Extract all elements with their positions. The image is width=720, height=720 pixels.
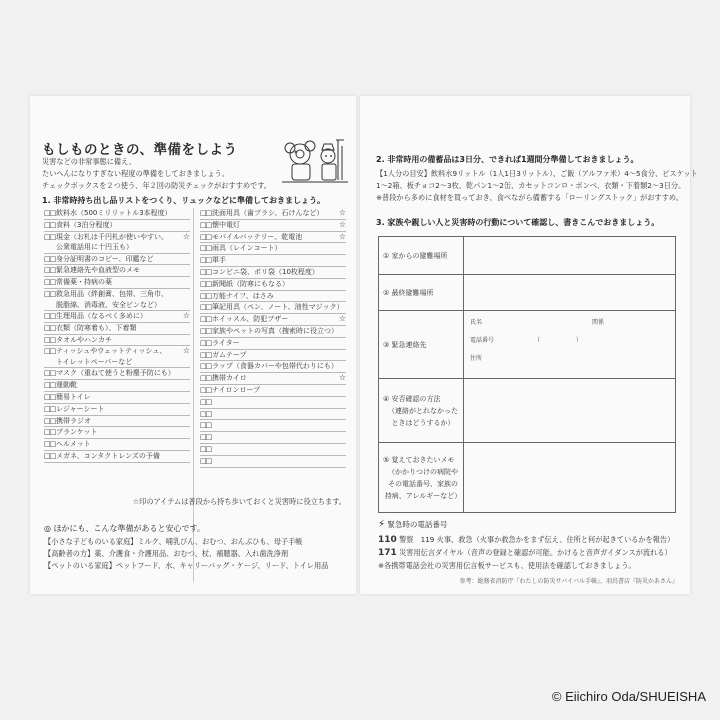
paren-open: （ (534, 337, 541, 344)
checkbox-pair[interactable]: □□ (200, 303, 212, 312)
checklist-item-label: 携帯カイロ (212, 374, 247, 383)
checklist-item-label: 携帯ラジオ (56, 416, 91, 425)
checklist-row (200, 361, 346, 373)
other-prep-line-3: 【ペットのいる家庭】ペットフード、水、キャリーバッグ・ケージ、リード、トイレ用品 (44, 561, 329, 570)
checklist-row (44, 404, 190, 416)
checklist-item-label: レジャーシート (56, 404, 105, 413)
checkbox-pair[interactable]: □□ (44, 404, 56, 413)
checklist-row (44, 380, 190, 392)
other-prep-line-2: 【高齢者の方】薬、介護食・介護用品、おむつ、杖、補聴器、入れ歯洗浄剤 (44, 549, 289, 558)
checklist-item-label: 緊急連絡先や血液型のメモ (56, 266, 140, 275)
checkbox-pair[interactable]: □□ (200, 256, 212, 265)
checkbox-pair[interactable]: □□ (44, 392, 56, 401)
star-note: ☆印のアイテムは普段から持ち歩いておくと災害時に役立ちます。 (132, 497, 346, 506)
checklist-row (200, 208, 346, 220)
intro-line-1: 災害などの非常事態に備え、 (42, 157, 136, 166)
checklist-item-label: タオルやハンカチ (56, 335, 112, 344)
checklist-row (44, 451, 190, 463)
checkbox-pair[interactable]: □□ (200, 421, 212, 430)
row-label: ⑤ 覚えておきたいメモ （かかりつけの病院や その電話番号、家族の 持病、アレルギーなど） (379, 443, 464, 513)
checkbox-pair[interactable]: □□ (44, 254, 56, 263)
table-row (379, 237, 676, 275)
checklist-item-label: 雨具（レインコート） (212, 244, 282, 253)
checkbox-pair[interactable]: □□ (44, 428, 56, 437)
phone-label: 電話番号 (470, 337, 495, 344)
star-icon: ☆ (182, 231, 190, 241)
checklist-item-label: 軍手 (212, 256, 226, 265)
checkbox-pair[interactable]: □□ (200, 397, 212, 406)
star-icon: ☆ (338, 314, 346, 324)
checklist-item-label: 運動靴 (56, 381, 77, 390)
star-icon: ☆ (338, 208, 346, 217)
checkbox-pair[interactable]: □□ (200, 232, 212, 241)
checkbox-pair[interactable]: □□ (44, 323, 56, 332)
checklist-item-label: 食料（3泊分程度） (56, 220, 117, 229)
checklist-item-label: ホイッスル、防犯ブザー (212, 315, 289, 324)
write-in-cell[interactable] (464, 379, 676, 443)
checklist-row (44, 335, 190, 347)
address-label: 住所 (470, 355, 483, 362)
checklist-item-label: ティッシュやウェットティッシュ、 トイレットペーパーなど (56, 347, 167, 366)
checkbox-pair[interactable]: □□ (200, 338, 212, 347)
checklist-row (44, 232, 190, 254)
checklist-row (200, 338, 346, 350)
checklist-row (44, 289, 190, 311)
checklist-item-label: 簡易トイレ (56, 392, 91, 401)
star-icon: ☆ (338, 231, 346, 241)
table-row (379, 443, 676, 513)
checklist-row (200, 243, 346, 255)
left-page (30, 96, 356, 594)
section-1-heading: 1. 非常時持ち出し品リストをつくり、リュックなどに準備しておきましょう。 (42, 196, 325, 205)
emergency-note: ※各携帯電話会社の災害用伝言板サービスも、使用法を確認しておきましょう。 (378, 561, 636, 570)
checkbox-pair[interactable]: □□ (44, 209, 56, 217)
checkbox-pair[interactable]: □□ (200, 433, 212, 442)
row-label: ② 最終避難場所 (379, 275, 464, 311)
checklist-item-label: ガムテープ (212, 350, 247, 359)
emergency-line-1: 110 警察 119 火事、救急（火事か救急かをまず伝え、住所と何が起きているかを報告） (378, 535, 675, 545)
checklist-row (200, 409, 346, 421)
checklist-item-label: 常備薬・持病の薬 (56, 278, 112, 287)
checklist-item-label: 懐中電灯 (212, 220, 240, 229)
checklist-row (200, 279, 346, 291)
checklist-item-label: 筆記用具（ペン、ノート、油性マジック） (212, 303, 344, 312)
checklist-item-label: 生理用品（なるべく多めに） (56, 311, 147, 320)
checklist-column-2 (200, 208, 346, 468)
checklist-row (200, 456, 346, 468)
checklist-item-label: コンビニ袋、ポリ袋（10枚程度） (212, 267, 319, 276)
paren-close: ） (576, 337, 583, 344)
emergency-header (378, 519, 447, 530)
checklist-row (44, 368, 190, 380)
checklist-item-label: 衣類（防寒着も）、下着類 (56, 323, 137, 332)
row-label: ① 家からの避難場所 (379, 237, 464, 275)
checklist-row (44, 392, 190, 404)
checklist-row (200, 302, 346, 314)
table-row (379, 311, 676, 379)
checklist-item-label: マスク（重ねて使うと粉塵予防にも） (56, 369, 175, 378)
checkbox-pair[interactable]: □□ (44, 311, 56, 320)
emergency-line-2: 171 災害用伝言ダイヤル（音声の登録と確認が可能。かけると音声ガイダンスが流れる） (378, 548, 672, 558)
checkbox-pair[interactable]: □□ (200, 209, 212, 217)
write-in-cell[interactable] (464, 275, 676, 311)
checkbox-pair[interactable]: □□ (44, 289, 56, 298)
write-in-cell[interactable] (464, 443, 676, 513)
section-2-heading: 2. 非常時用の備蓄品は3日分、できれば1週間分準備しておきましょう。 (376, 155, 639, 164)
checkbox-pair[interactable]: □□ (200, 385, 212, 394)
checkbox-pair[interactable]: □□ (200, 409, 212, 418)
section-2-line-1: 【1人分の目安】飲料水9リットル（1人1日3リットル）、ご飯（アルファ米）4〜5食分、ビスケット (376, 169, 698, 178)
checklist-item-label: 家族やペットの写真（捜索時に役立つ） (212, 326, 338, 335)
checkbox-pair[interactable]: □□ (44, 220, 56, 229)
other-prep-heading: ◎ ほかにも、こんな準備があると安心です。 (44, 524, 205, 533)
checklist-item-label: 身分証明書のコピー、印鑑など (56, 254, 154, 263)
checklist-item-label: 現金（お札は千円札が使いやすい。 公衆電話用に十円玉も） (56, 232, 168, 252)
checkbox-pair[interactable]: □□ (44, 381, 56, 390)
checkbox-pair[interactable]: □□ (44, 440, 56, 449)
checklist-item-label: 新聞紙（防寒にもなる） (212, 279, 289, 288)
star-icon: ☆ (338, 219, 346, 229)
checklist-row (200, 220, 346, 232)
checklist-row (200, 291, 346, 303)
page-title: もしものときの、準備をしよう (42, 142, 238, 158)
reference-note: 参考：総務省消防庁『わたしの防災サバイバル手帳』、羽鳥書店『防災かあさん』 (459, 578, 678, 585)
family-plan-table (378, 236, 676, 513)
copyright: © Eiichiro Oda/SHUEISHA (551, 689, 706, 704)
checklist-row (44, 346, 190, 368)
star-icon: ☆ (338, 373, 346, 383)
star-icon: ☆ (182, 310, 190, 320)
checklist-row (200, 255, 346, 267)
write-in-cell[interactable] (464, 237, 676, 275)
checklist-item-label: ブランケット (56, 428, 98, 437)
checklist-row (200, 267, 346, 279)
checkbox-pair[interactable]: □□ (200, 362, 212, 371)
checkbox-pair[interactable]: □□ (200, 374, 212, 383)
intro-line-3: チェックボックスを２つ使う、年２回の防災チェックがおすすめです。 (42, 181, 271, 190)
checklist-item-label: 救急用品（絆創膏、包帯、三角巾、 脱脂綿、消毒液、安全ピンなど） (56, 289, 168, 309)
checkbox-pair[interactable]: □□ (44, 347, 56, 356)
checklist-item-label: 飲料水（500ミリリットル3本程度） (56, 209, 172, 217)
checkbox-pair[interactable]: □□ (200, 279, 212, 288)
checklist-item-label: ナイロンロープ (212, 385, 261, 394)
checkbox-pair[interactable]: □□ (200, 244, 212, 253)
checkbox-pair[interactable]: □□ (44, 278, 56, 287)
checkbox-pair[interactable]: □□ (200, 456, 212, 465)
checklist-column-1 (44, 208, 190, 463)
checklist-row (44, 311, 190, 323)
name-label: 氏名 (470, 319, 483, 326)
checklist-row (44, 254, 190, 266)
checkbox-pair[interactable]: □□ (200, 315, 212, 324)
intro-line-2: たいへんになりすぎない程度の準備をしておきましょう。 (42, 169, 229, 178)
checklist-item-label: ラップ（食器カバーや包帯代わりにも） (212, 362, 338, 371)
checklist-item-label: ライター (212, 338, 240, 347)
checkbox-pair[interactable]: □□ (44, 335, 56, 344)
character-illustration (278, 136, 350, 188)
star-icon: ☆ (182, 346, 190, 356)
checklist-row (200, 444, 346, 456)
row-label: ③ 緊急連絡先 (379, 311, 464, 379)
checklist-row (44, 323, 190, 335)
section-2-line-3: ※普段から多めに食材を買っておき、食べながら備蓄する「ローリングストック」がおすすめ。 (376, 193, 683, 202)
checklist-row (44, 277, 190, 289)
checkbox-pair[interactable]: □□ (200, 444, 212, 453)
right-page (360, 96, 698, 594)
checklist-row (44, 427, 190, 439)
checklist-row (200, 326, 346, 338)
section-2-line-2: 1〜2箱、板チョコ2〜3枚、乾パン1〜2缶、カセットコンロ・ボンベ、衣類・下着類2〜3日分。 (376, 181, 686, 190)
checklist-row (200, 232, 346, 244)
checklist-row (200, 314, 346, 326)
row-label: ④ 安否確認の方法 （連絡がとれなかった ときはどうするか） (379, 379, 464, 443)
checklist-item-label: 洗面用具（歯ブラシ、石けんなど） (212, 209, 324, 217)
checklist-row (200, 373, 346, 385)
emergency-title: 緊急時の電話番号 (387, 520, 448, 529)
checklist-item-label: 万能ナイフ、はさみ (212, 291, 274, 300)
checkbox-pair[interactable]: □□ (44, 266, 56, 275)
checklist-item-label: モバイルバッテリー、乾電池 (212, 232, 303, 241)
relation-label: 関係 (592, 319, 605, 326)
checkbox-pair[interactable]: □□ (44, 416, 56, 425)
table-row (379, 275, 676, 311)
contact-cell[interactable] (464, 311, 676, 379)
checkbox-pair[interactable]: □□ (200, 291, 212, 300)
checklist-item-label: メガネ、コンタクトレンズの予備 (56, 451, 160, 460)
checklist-row (200, 397, 346, 409)
checklist-row (200, 432, 346, 444)
checkbox-pair[interactable]: □□ (200, 220, 212, 229)
checkbox-pair[interactable]: □□ (44, 369, 56, 378)
checklist-row (200, 420, 346, 432)
checklist-row (200, 385, 346, 397)
checklist-row (44, 416, 190, 428)
checklist-row (44, 265, 190, 277)
checkbox-pair[interactable]: □□ (200, 267, 212, 276)
other-prep-line-1: 【小さな子どものいる家庭】ミルク、哺乳びん、おむつ、おんぶひも、母子手帳 (44, 537, 303, 546)
checklist-row (200, 350, 346, 362)
checklist-row (44, 220, 190, 232)
checkbox-pair[interactable]: □□ (44, 451, 56, 460)
checklist-item-label: ヘルメット (56, 440, 91, 449)
table-row (379, 379, 676, 443)
checklist-row (44, 208, 190, 220)
checkbox-pair[interactable]: □□ (200, 350, 212, 359)
checklist-row (44, 439, 190, 451)
checkbox-pair[interactable]: □□ (200, 326, 212, 335)
checkbox-pair[interactable]: □□ (44, 232, 56, 241)
section-3-heading: 3. 家族や親しい人と災害時の行動について確認し、書きこんでおきましょう。 (376, 218, 660, 227)
lightning-icon: ⚡ (378, 519, 386, 530)
